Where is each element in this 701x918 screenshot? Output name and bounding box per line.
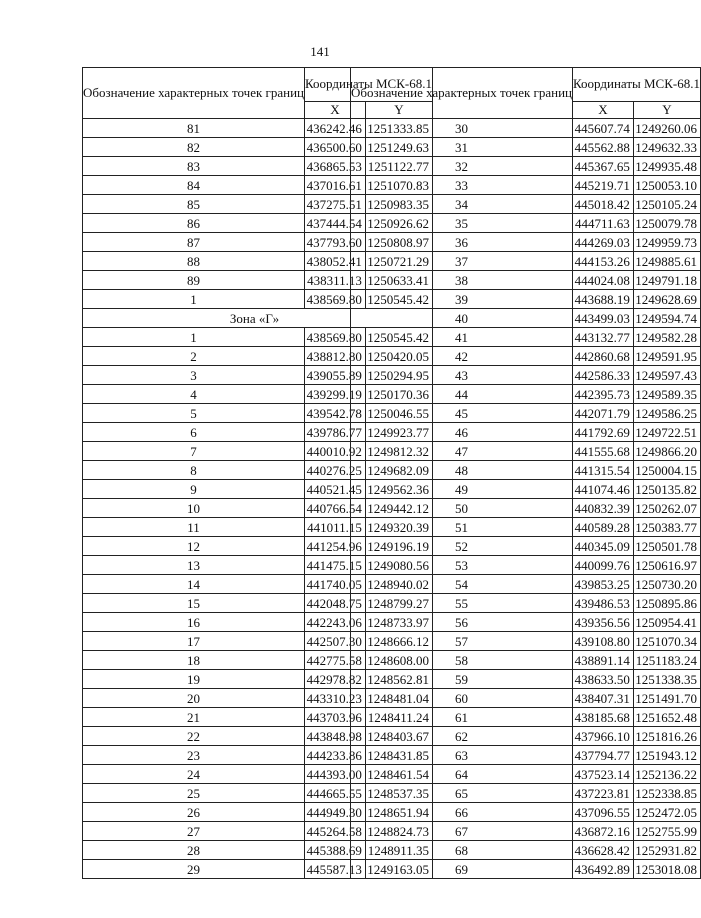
coord-x: 438569.80 xyxy=(305,328,366,347)
point-number: 33 xyxy=(351,176,573,195)
point-number: 60 xyxy=(351,689,573,708)
table-row xyxy=(351,556,701,575)
point-number: 34 xyxy=(351,195,573,214)
table-row xyxy=(351,195,701,214)
coord-y: 1248537.35 xyxy=(365,784,432,803)
table-row xyxy=(351,138,701,157)
coord-y: 1250545.42 xyxy=(365,290,432,309)
coord-y: 1250616.97 xyxy=(633,556,700,575)
point-number: 59 xyxy=(351,670,573,689)
coord-x: 440832.39 xyxy=(573,499,634,518)
table-row xyxy=(351,860,701,879)
point-number: 61 xyxy=(351,708,573,727)
table-row xyxy=(351,214,701,233)
header-x: X xyxy=(305,102,366,119)
table-row xyxy=(351,176,701,195)
coord-x: 445607.74 xyxy=(573,119,634,138)
coord-y: 1250983.35 xyxy=(365,195,432,214)
coord-x: 440766.54 xyxy=(305,499,366,518)
coord-x: 441555.68 xyxy=(573,442,634,461)
coord-x: 444949.30 xyxy=(305,803,366,822)
coord-y: 1249923.77 xyxy=(365,423,432,442)
coord-x: 437794.77 xyxy=(573,746,634,765)
coord-x: 437444.54 xyxy=(305,214,366,233)
point-number: 62 xyxy=(351,727,573,746)
coord-x: 437966.10 xyxy=(573,727,634,746)
point-number: 85 xyxy=(83,195,305,214)
coord-x: 440345.09 xyxy=(573,537,634,556)
coord-y: 1249080.56 xyxy=(365,556,432,575)
coord-y: 1248562.81 xyxy=(365,670,432,689)
coord-y: 1251338.35 xyxy=(633,670,700,689)
table-row xyxy=(351,594,701,613)
coord-y: 1249163.05 xyxy=(365,860,432,879)
table-row xyxy=(351,347,701,366)
coord-y: 1250079.78 xyxy=(633,214,700,233)
coord-y: 1250808.97 xyxy=(365,233,432,252)
coord-x: 441315.54 xyxy=(573,461,634,480)
coord-y: 1249196.19 xyxy=(365,537,432,556)
coord-y: 1249260.06 xyxy=(633,119,700,138)
coord-x: 444711.63 xyxy=(573,214,634,233)
coord-y: 1249722.51 xyxy=(633,423,700,442)
coord-y: 1251070.34 xyxy=(633,632,700,651)
point-number: 39 xyxy=(351,290,573,309)
coord-y: 1250004.15 xyxy=(633,461,700,480)
coordinates-table-right xyxy=(350,67,701,879)
point-number: 25 xyxy=(83,784,305,803)
point-number: 2 xyxy=(83,347,305,366)
coord-y: 1252472.05 xyxy=(633,803,700,822)
point-number: 43 xyxy=(351,366,573,385)
coord-y: 1251491.70 xyxy=(633,689,700,708)
point-number: 45 xyxy=(351,404,573,423)
coord-y: 1250262.07 xyxy=(633,499,700,518)
point-number: 13 xyxy=(83,556,305,575)
coord-x: 437223.81 xyxy=(573,784,634,803)
table-row xyxy=(351,575,701,594)
coord-x: 442395.73 xyxy=(573,385,634,404)
coord-x: 441792.69 xyxy=(573,423,634,442)
point-number: 20 xyxy=(83,689,305,708)
point-number: 84 xyxy=(83,176,305,195)
point-number: 58 xyxy=(351,651,573,670)
point-number: 66 xyxy=(351,803,573,822)
coord-x: 438052.41 xyxy=(305,252,366,271)
point-number: 47 xyxy=(351,442,573,461)
coord-x: 442243.06 xyxy=(305,613,366,632)
point-number: 50 xyxy=(351,499,573,518)
point-number: 7 xyxy=(83,442,305,461)
coord-x: 437523.14 xyxy=(573,765,634,784)
coord-y: 1249885.61 xyxy=(633,252,700,271)
coord-y: 1249791.18 xyxy=(633,271,700,290)
coord-y: 1249582.28 xyxy=(633,328,700,347)
point-number: 63 xyxy=(351,746,573,765)
coord-y: 1249682.09 xyxy=(365,461,432,480)
point-number: 26 xyxy=(83,803,305,822)
table-row xyxy=(351,480,701,499)
point-number: 5 xyxy=(83,404,305,423)
coord-x: 442507.30 xyxy=(305,632,366,651)
point-number: 24 xyxy=(83,765,305,784)
coord-x: 443132.77 xyxy=(573,328,634,347)
coord-x: 439055.89 xyxy=(305,366,366,385)
coord-x: 436242.46 xyxy=(305,119,366,138)
point-number: 87 xyxy=(83,233,305,252)
point-number: 16 xyxy=(83,613,305,632)
table-row xyxy=(351,784,701,803)
coord-y: 1249442.12 xyxy=(365,499,432,518)
coord-y: 1250501.78 xyxy=(633,537,700,556)
coord-x: 443688.19 xyxy=(573,290,634,309)
point-number: 41 xyxy=(351,328,573,347)
coord-x: 440521.45 xyxy=(305,480,366,499)
coord-x: 444393.00 xyxy=(305,765,366,784)
table-row xyxy=(351,461,701,480)
point-number: 17 xyxy=(83,632,305,651)
point-number: 19 xyxy=(83,670,305,689)
coord-y: 1250135.82 xyxy=(633,480,700,499)
coord-y: 1250721.29 xyxy=(365,252,432,271)
table-row xyxy=(351,651,701,670)
zone-label: Зона «Г» xyxy=(83,309,433,328)
coord-x: 439108.80 xyxy=(573,632,634,651)
point-number: 56 xyxy=(351,613,573,632)
coord-x: 436628.42 xyxy=(573,841,634,860)
coord-x: 442978.82 xyxy=(305,670,366,689)
coord-x: 437793.60 xyxy=(305,233,366,252)
coord-y: 1251070.83 xyxy=(365,176,432,195)
coord-x: 445219.71 xyxy=(573,176,634,195)
point-number: 27 xyxy=(83,822,305,841)
point-number: 86 xyxy=(83,214,305,233)
table-row xyxy=(351,727,701,746)
coord-y: 1250053.10 xyxy=(633,176,700,195)
header-x: X xyxy=(573,102,634,119)
coord-y: 1252755.99 xyxy=(633,822,700,841)
coord-y: 1249866.20 xyxy=(633,442,700,461)
point-number: 54 xyxy=(351,575,573,594)
coord-y: 1249597.43 xyxy=(633,366,700,385)
table-row xyxy=(351,290,701,309)
coord-y: 1248403.67 xyxy=(365,727,432,746)
coord-y: 1250895.86 xyxy=(633,594,700,613)
table-row xyxy=(351,499,701,518)
point-number: 6 xyxy=(83,423,305,442)
coord-x: 438569.80 xyxy=(305,290,366,309)
coord-x: 439786.77 xyxy=(305,423,366,442)
point-number: 14 xyxy=(83,575,305,594)
header-coordinates: Координаты МСК-68.1 xyxy=(573,68,701,102)
coord-y: 1252136.22 xyxy=(633,765,700,784)
point-number: 42 xyxy=(351,347,573,366)
coord-x: 436865.53 xyxy=(305,157,366,176)
coord-x: 439486.53 xyxy=(573,594,634,613)
coord-x: 441254.96 xyxy=(305,537,366,556)
table-row xyxy=(351,157,701,176)
right-rows xyxy=(351,119,701,879)
point-number: 15 xyxy=(83,594,305,613)
table-row xyxy=(351,689,701,708)
coord-y: 1248481.04 xyxy=(365,689,432,708)
point-number: 38 xyxy=(351,271,573,290)
coord-x: 438633.50 xyxy=(573,670,634,689)
coord-x: 442071.79 xyxy=(573,404,634,423)
coord-x: 438891.14 xyxy=(573,651,634,670)
point-number: 30 xyxy=(351,119,573,138)
point-number: 52 xyxy=(351,537,573,556)
point-number: 8 xyxy=(83,461,305,480)
coord-y: 1251249.63 xyxy=(365,138,432,157)
point-number: 48 xyxy=(351,461,573,480)
coord-x: 438311.13 xyxy=(305,271,366,290)
table-row xyxy=(351,670,701,689)
point-number: 1 xyxy=(83,290,305,309)
coord-x: 441475.15 xyxy=(305,556,366,575)
point-number: 55 xyxy=(351,594,573,613)
coord-x: 441740.05 xyxy=(305,575,366,594)
coord-y: 1250730.20 xyxy=(633,575,700,594)
coord-x: 439299.19 xyxy=(305,385,366,404)
point-number: 44 xyxy=(351,385,573,404)
coord-x: 445264.58 xyxy=(305,822,366,841)
coord-y: 1253018.08 xyxy=(633,860,700,879)
table-row xyxy=(351,366,701,385)
point-number: 64 xyxy=(351,765,573,784)
coord-x: 443848.98 xyxy=(305,727,366,746)
table-row xyxy=(351,233,701,252)
coord-x: 444665.55 xyxy=(305,784,366,803)
table-row xyxy=(351,271,701,290)
coord-y: 1249959.73 xyxy=(633,233,700,252)
point-number: 89 xyxy=(83,271,305,290)
point-number: 28 xyxy=(83,841,305,860)
point-number: 68 xyxy=(351,841,573,860)
page-number: 141 xyxy=(310,44,330,59)
coord-x: 442860.68 xyxy=(573,347,634,366)
point-number: 9 xyxy=(83,480,305,499)
coord-x: 438407.31 xyxy=(573,689,634,708)
coord-y: 1249594.74 xyxy=(633,309,700,328)
coord-y: 1249320.39 xyxy=(365,518,432,537)
coord-y: 1248651.94 xyxy=(365,803,432,822)
table-row xyxy=(351,518,701,537)
coord-x: 437016.61 xyxy=(305,176,366,195)
coord-x: 436492.89 xyxy=(573,860,634,879)
coord-y: 1248411.24 xyxy=(365,708,432,727)
point-number: 32 xyxy=(351,157,573,176)
table-row xyxy=(351,252,701,271)
coord-y: 1250545.42 xyxy=(365,328,432,347)
coord-y: 1248608.00 xyxy=(365,651,432,670)
table-row xyxy=(351,309,701,328)
point-number: 40 xyxy=(351,309,573,328)
point-number: 57 xyxy=(351,632,573,651)
table-row xyxy=(351,537,701,556)
coord-y: 1249586.25 xyxy=(633,404,700,423)
point-number: 82 xyxy=(83,138,305,157)
coord-x: 442586.33 xyxy=(573,366,634,385)
table-row xyxy=(351,423,701,442)
coord-x: 439542.78 xyxy=(305,404,366,423)
point-number: 29 xyxy=(83,860,305,879)
coord-y: 1250105.24 xyxy=(633,195,700,214)
point-number: 83 xyxy=(83,157,305,176)
coord-x: 445388.69 xyxy=(305,841,366,860)
table-row xyxy=(351,632,701,651)
coord-x: 445562.88 xyxy=(573,138,634,157)
table-row xyxy=(351,841,701,860)
coord-x: 444024.08 xyxy=(573,271,634,290)
table-row xyxy=(351,822,701,841)
coord-x: 443310.23 xyxy=(305,689,366,708)
point-number: 35 xyxy=(351,214,573,233)
table-row xyxy=(351,765,701,784)
coord-x: 439356.56 xyxy=(573,613,634,632)
table-row xyxy=(351,404,701,423)
coord-x: 445018.42 xyxy=(573,195,634,214)
coord-y: 1251816.26 xyxy=(633,727,700,746)
coord-y: 1248666.12 xyxy=(365,632,432,651)
coord-y: 1248461.54 xyxy=(365,765,432,784)
coord-x: 445587.13 xyxy=(305,860,366,879)
coord-x: 437275.51 xyxy=(305,195,366,214)
coord-y: 1251652.48 xyxy=(633,708,700,727)
coord-y: 1250633.41 xyxy=(365,271,432,290)
coord-x: 443499.03 xyxy=(573,309,634,328)
point-number: 67 xyxy=(351,822,573,841)
table-row xyxy=(351,385,701,404)
point-number: 31 xyxy=(351,138,573,157)
coord-x: 440010.92 xyxy=(305,442,366,461)
coord-y: 1249628.69 xyxy=(633,290,700,309)
point-number: 49 xyxy=(351,480,573,499)
coord-y: 1251943.12 xyxy=(633,746,700,765)
table-row xyxy=(351,119,701,138)
coord-x: 441074.46 xyxy=(573,480,634,499)
header-y: Y xyxy=(633,102,700,119)
point-number: 37 xyxy=(351,252,573,271)
point-number: 36 xyxy=(351,233,573,252)
point-number: 10 xyxy=(83,499,305,518)
point-number: 88 xyxy=(83,252,305,271)
coord-y: 1251122.77 xyxy=(365,157,432,176)
header-designation: Обозначение характерных точек границ xyxy=(351,68,573,119)
point-number: 51 xyxy=(351,518,573,537)
coord-x: 438185.68 xyxy=(573,708,634,727)
point-number: 46 xyxy=(351,423,573,442)
coord-y: 1248824.73 xyxy=(365,822,432,841)
coord-y: 1250294.95 xyxy=(365,366,432,385)
coord-y: 1252931.82 xyxy=(633,841,700,860)
coord-x: 440099.76 xyxy=(573,556,634,575)
point-number: 22 xyxy=(83,727,305,746)
point-number: 21 xyxy=(83,708,305,727)
coord-x: 442775.58 xyxy=(305,651,366,670)
table-row xyxy=(351,803,701,822)
table-row xyxy=(351,746,701,765)
table-row xyxy=(351,328,701,347)
point-number: 12 xyxy=(83,537,305,556)
coord-y: 1250954.41 xyxy=(633,613,700,632)
coord-y: 1250926.62 xyxy=(365,214,432,233)
coord-x: 444269.03 xyxy=(573,233,634,252)
coord-x: 438812.80 xyxy=(305,347,366,366)
coord-x: 443703.96 xyxy=(305,708,366,727)
coord-y: 1250383.77 xyxy=(633,518,700,537)
coord-x: 444233.86 xyxy=(305,746,366,765)
coord-x: 442048.75 xyxy=(305,594,366,613)
point-number: 3 xyxy=(83,366,305,385)
coord-y: 1251183.24 xyxy=(633,651,700,670)
coord-y: 1249589.35 xyxy=(633,385,700,404)
point-number: 11 xyxy=(83,518,305,537)
coord-y: 1248940.02 xyxy=(365,575,432,594)
coord-y: 1248431.85 xyxy=(365,746,432,765)
header-coordinates: Координаты МСК-68.1 xyxy=(305,68,433,102)
coord-y: 1250420.05 xyxy=(365,347,432,366)
point-number: 69 xyxy=(351,860,573,879)
coord-y: 1252338.85 xyxy=(633,784,700,803)
coord-y: 1250046.55 xyxy=(365,404,432,423)
table-row xyxy=(351,442,701,461)
point-number: 65 xyxy=(351,784,573,803)
coord-x: 444153.26 xyxy=(573,252,634,271)
coord-x: 436500.60 xyxy=(305,138,366,157)
coord-x: 441011.15 xyxy=(305,518,366,537)
coord-y: 1249812.32 xyxy=(365,442,432,461)
table-row xyxy=(351,708,701,727)
coord-y: 1248733.97 xyxy=(365,613,432,632)
coord-y: 1249935.48 xyxy=(633,157,700,176)
coord-y: 1249562.36 xyxy=(365,480,432,499)
coord-x: 436872.16 xyxy=(573,822,634,841)
coord-y: 1249632.33 xyxy=(633,138,700,157)
point-number: 1 xyxy=(83,328,305,347)
coord-x: 440589.28 xyxy=(573,518,634,537)
coord-x: 439853.25 xyxy=(573,575,634,594)
coord-x: 440276.25 xyxy=(305,461,366,480)
coord-y: 1250170.36 xyxy=(365,385,432,404)
coord-x: 445367.65 xyxy=(573,157,634,176)
coord-y: 1249591.95 xyxy=(633,347,700,366)
point-number: 18 xyxy=(83,651,305,670)
coord-x: 437096.55 xyxy=(573,803,634,822)
coord-y: 1248799.27 xyxy=(365,594,432,613)
point-number: 81 xyxy=(83,119,305,138)
point-number: 53 xyxy=(351,556,573,575)
coord-y: 1248911.35 xyxy=(365,841,432,860)
coord-y: 1251333.85 xyxy=(365,119,432,138)
header-designation: Обозначение характерных точек границ xyxy=(83,68,305,119)
table-row xyxy=(351,613,701,632)
point-number: 23 xyxy=(83,746,305,765)
point-number: 4 xyxy=(83,385,305,404)
header-y: Y xyxy=(365,102,432,119)
